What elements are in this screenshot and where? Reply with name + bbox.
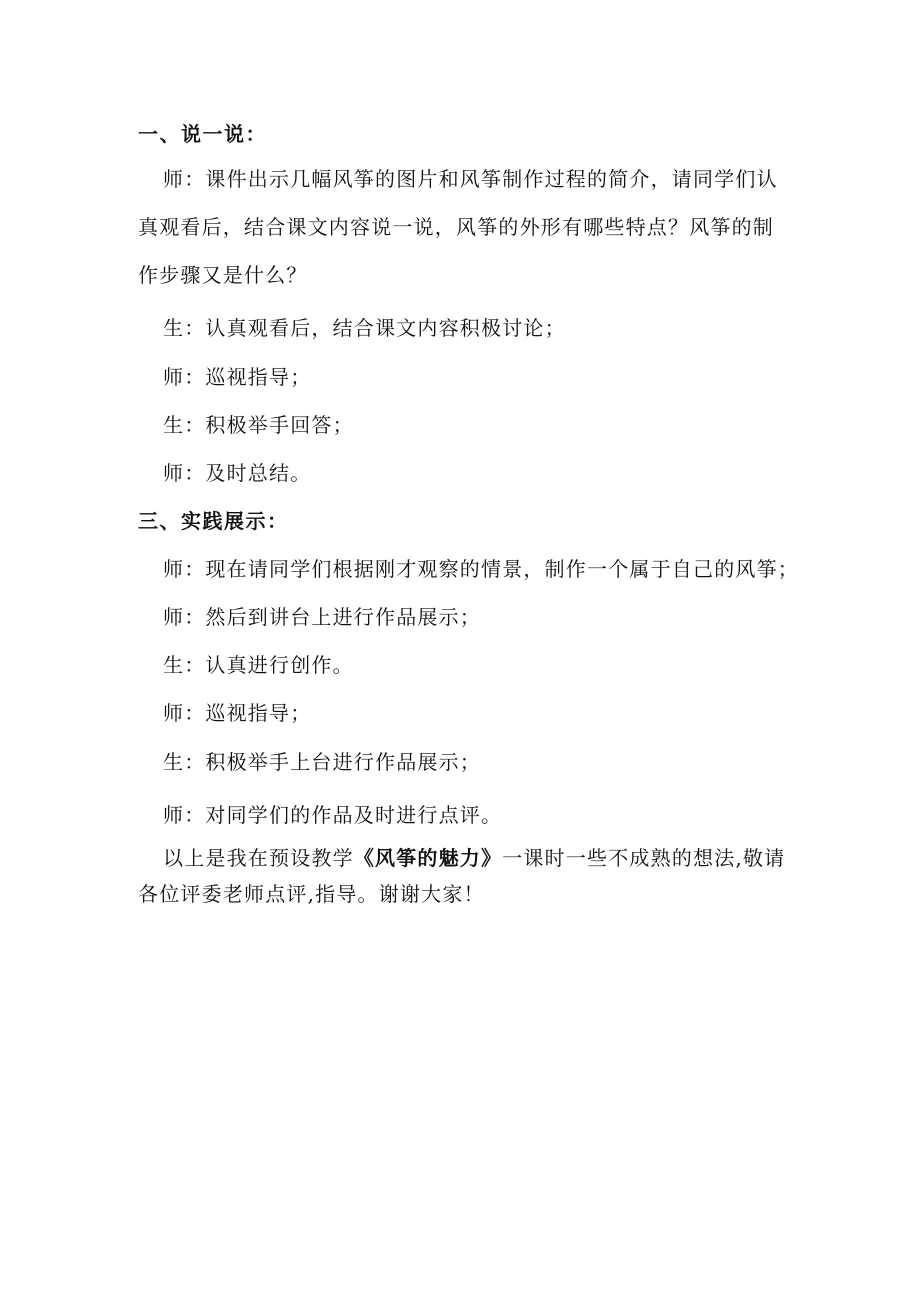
section-heading-3: 三、实践展示：: [138, 509, 289, 533]
dialogue-line: 生：认真观看后，结合课文内容积极讨论；: [163, 316, 566, 340]
dialogue-line: 生：积极举手上台进行作品展示；: [163, 750, 481, 774]
dialogue-line: 师：巡视指导；: [163, 701, 312, 725]
dialogue-line: 师：巡视指导；: [163, 365, 312, 389]
lesson-title: 《风筝的魅力》: [353, 846, 503, 870]
dialogue-line: 师：及时总结。: [163, 461, 312, 485]
section-heading-1: 一、说一说：: [138, 122, 267, 146]
closing-text-after: 一课时一些不成熟的想法,敬请各位评委老师点评,指导。谢谢大家！: [138, 846, 786, 906]
closing-text-before: 以上是我在预设教学: [163, 846, 354, 870]
dialogue-line: 师：对同学们的作品及时进行点评。: [163, 803, 503, 827]
dialogue-line: 生：积极举手回答；: [163, 413, 354, 437]
dialogue-line: 师：现在请同学们根据刚才观察的情景，制作一个属于自己的风筝；: [163, 557, 799, 581]
section-1-intro: 师：课件出示几幅风筝的图片和风筝制作过程的简介，请同学们认真观看后，结合课文内容说一说，风筝的外形有哪些特点？风筝的制作步骤又是什么？: [138, 167, 778, 287]
dialogue-line: 生：认真进行创作。: [163, 653, 354, 677]
dialogue-line: 师：然后到讲台上进行作品展示；: [163, 605, 481, 629]
closing-paragraph: [138, 840, 788, 912]
